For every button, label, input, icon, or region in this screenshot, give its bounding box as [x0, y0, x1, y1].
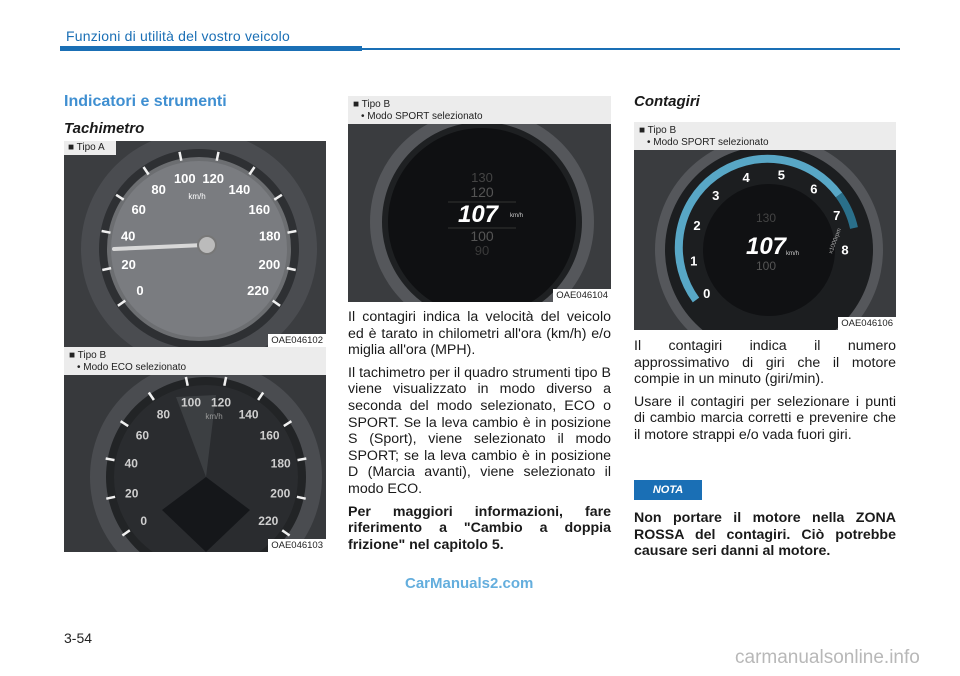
tick-label: 200 [258, 256, 281, 272]
figure-code: OAE046102 [268, 334, 326, 347]
speed-below-2: 90 [474, 243, 490, 258]
speedometer-gauge-a [64, 141, 326, 347]
tachometer-gauge [634, 150, 896, 330]
tick-label: 20 [125, 486, 139, 501]
tick-label: 160 [248, 202, 271, 218]
tick-label: 0 [703, 286, 711, 302]
tick-label: 140 [238, 407, 259, 422]
watermark-carmanualsonline: carmanualsonline.info [735, 647, 920, 668]
paragraph: Usare il contagiri per selezionare i punti di cambio marcia corretti e prevenire che il motore strappi e/o vada fuori giri. [634, 393, 896, 443]
figure-caption [348, 96, 611, 124]
tick-mark [106, 459, 115, 461]
speed-value: 107 [745, 233, 787, 260]
tick-label: 220 [247, 282, 269, 298]
tick-label: 0 [140, 513, 148, 528]
paragraph: Il tachimetro per il quadro strumenti tipo B viene visualizzato in modo diverso a seconda del modo selezionato, ECO o SPORT. Se la leva cambio è in posizione S (Sport), viene selezionato il modo SPORT; se la leva cambio è in posizione D (Marcia avanti), viene selezionato il modo ECO. [348, 364, 611, 497]
figure-tachometer-sport [634, 150, 896, 330]
figure-digital-speed-sport [348, 124, 611, 302]
speed-unit: km/h [510, 213, 524, 219]
watermark-carmanuals2: CarManuals2.com [405, 575, 534, 592]
figure-speedometer-type-a [64, 141, 326, 347]
caption-line: ■ Tipo B [353, 99, 391, 110]
tick-label: 100 [173, 171, 196, 186]
tick-label: 120 [202, 171, 225, 186]
tick-mark [288, 231, 297, 233]
speed-unit: km/h [786, 251, 800, 257]
tick-label: 120 [210, 395, 232, 410]
tick-label: 200 [270, 486, 291, 501]
figure-caption [634, 122, 896, 150]
tick-label: 6 [810, 181, 818, 197]
figure-speedometer-type-b-eco [64, 375, 326, 552]
section-title: Indicatori e strumenti [64, 93, 227, 110]
paragraph: Il contagiri indica la velocità del veicolo ed è tarato in chilometri all'ora (km/h) e/o miglia all'ora (MPH). [348, 309, 611, 359]
paragraph: Il contagiri indica il numero approssimativo di giri che il motore compie in un minuto (giri/min). [634, 338, 896, 388]
body-text-col3 [634, 338, 896, 450]
tick-label: 2 [693, 218, 701, 234]
speed-below: 100 [470, 228, 494, 244]
tick-label: 3 [712, 188, 720, 204]
body-text-col2 [348, 309, 611, 559]
tick-label: 60 [131, 202, 146, 218]
figure-code: OAE046104 [553, 289, 611, 302]
speed-above: 120 [470, 184, 494, 200]
speed-below: 100 [755, 259, 777, 273]
tick-label: 100 [180, 395, 202, 410]
speed-above: 130 [755, 211, 777, 225]
caption-line: • Modo ECO selezionato [77, 362, 187, 373]
tick-label: 4 [742, 170, 750, 186]
tick-mark [180, 152, 182, 161]
rpm-unit: x1000rpm [828, 227, 844, 255]
running-header: Funzioni di utilità del vostro veicolo [66, 28, 290, 44]
nota-text: Non portare il motore nella ZONA ROSSA del contagiri. Ciò potrebbe causare seri danni al motore. [634, 510, 896, 560]
tick-label: 1 [690, 253, 698, 269]
header-rule [362, 48, 900, 50]
subtitle-contagiri: Contagiri [634, 93, 700, 110]
speed-value: 107 [457, 201, 499, 228]
figure-code: OAE046103 [268, 539, 326, 552]
tick-label: 180 [270, 456, 291, 471]
nota-badge: NOTA [634, 480, 702, 500]
tick-label: 5 [777, 167, 786, 183]
svg-text:km/h: km/h [205, 412, 223, 421]
tick-label: 80 [156, 407, 171, 422]
tick-mark [298, 459, 307, 461]
caption-line: • Modo SPORT selezionato [361, 111, 483, 122]
speed-above-2: 130 [471, 170, 493, 185]
tick-label: 140 [228, 181, 251, 197]
tick-label: 220 [258, 513, 279, 528]
paragraph-bold: Per maggiori informazioni, fare riferimento a "Cambio a doppia frizione" nel capitolo 5. [348, 503, 611, 553]
tick-mark [102, 231, 111, 233]
tick-label: 180 [258, 228, 281, 244]
tick-label: 40 [120, 228, 136, 244]
tick-label: 160 [259, 428, 280, 443]
tick-label: 40 [124, 456, 138, 471]
tick-mark [224, 377, 226, 386]
figure-code: OAE046106 [838, 317, 896, 330]
tick-label: 8 [841, 242, 849, 258]
tick-label: 20 [121, 256, 136, 272]
speedometer-gauge-b [64, 375, 326, 552]
svg-text:km/h: km/h [188, 192, 206, 201]
figure-caption: ■ Tipo A [64, 141, 116, 155]
tick-label: 80 [151, 181, 166, 197]
caption-line: • Modo SPORT selezionato [647, 137, 769, 148]
tick-mark [217, 152, 219, 161]
tick-label: 60 [135, 428, 150, 443]
tick-mark [186, 377, 188, 386]
digital-speed-display [348, 124, 611, 302]
figure-caption [64, 347, 326, 375]
tick-label: 7 [833, 208, 841, 224]
page-number: 3-54 [64, 630, 93, 646]
caption-line: ■ Tipo B [639, 125, 677, 136]
caption-line: ■ Tipo B [69, 350, 107, 361]
tick-label: 0 [136, 282, 144, 298]
subtitle-tachimetro: Tachimetro [64, 120, 145, 137]
header-accent-bar [60, 46, 362, 51]
